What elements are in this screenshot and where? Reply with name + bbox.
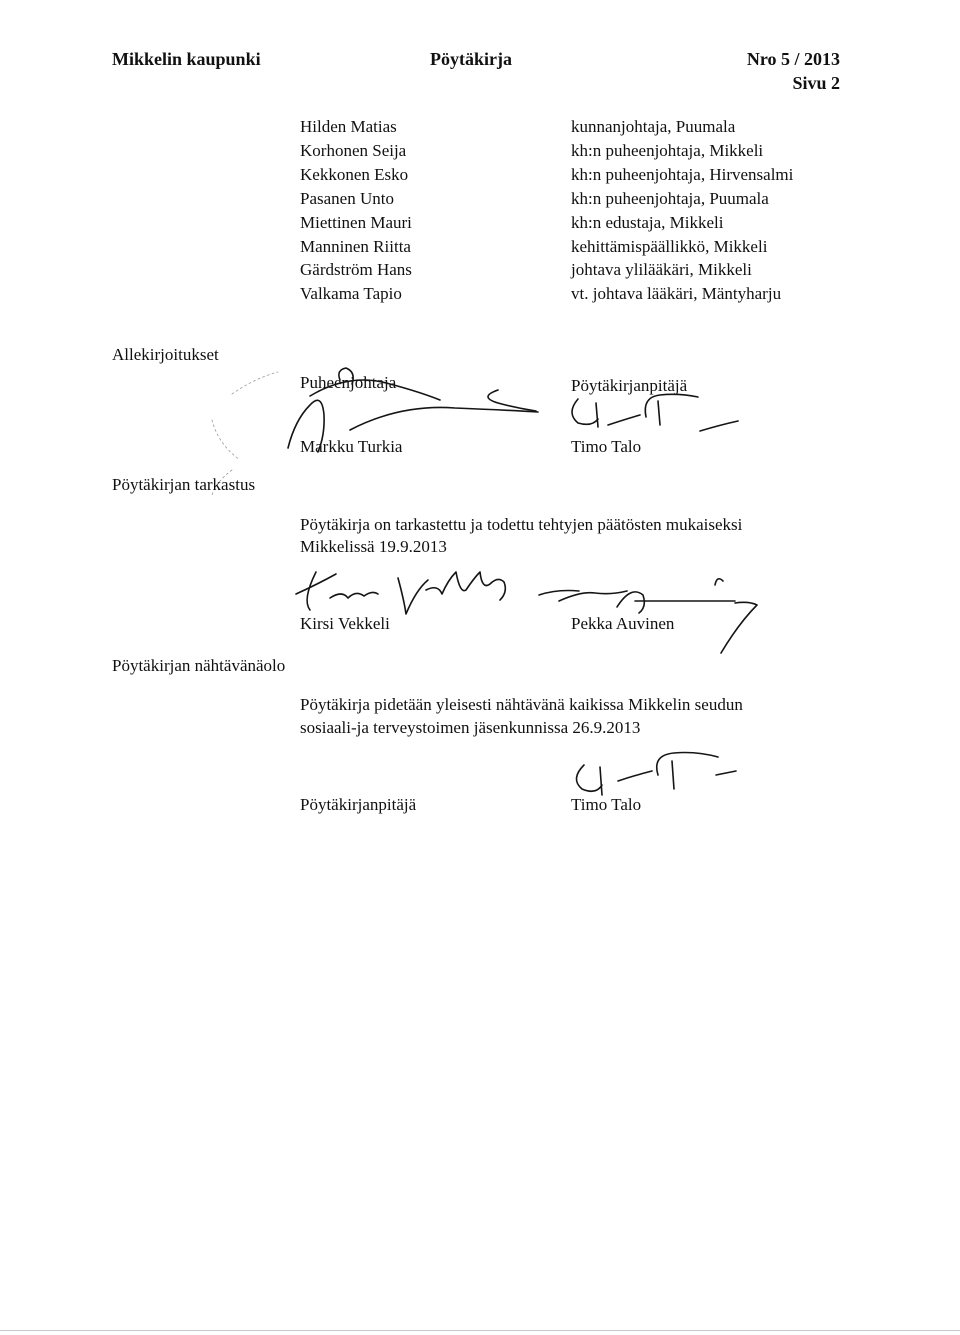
page-number: Sivu 2 [792, 73, 840, 93]
attendee-role: kunnanjohtaja, Puumala [571, 117, 736, 136]
document-type: Pöytäkirja [430, 49, 512, 69]
display-statement-line2: sosiaali-ja terveystoimen jäsenkunnissa 26.9.2013 [300, 718, 641, 737]
attendee-name: Gärdström Hans [300, 260, 412, 280]
attendee-role: kh:n puheenjohtaja, Puumala [571, 188, 769, 208]
attendee-name: Valkama Tapio [300, 284, 402, 304]
chair-name: Markku Turkia [300, 437, 403, 456]
attendee-name: Korhonen Seija [300, 140, 407, 160]
checker1-name: Kirsi Vekkeli [300, 614, 390, 633]
review-section-label: Pöytäkirjan tarkastus [112, 475, 256, 494]
document-number: Nro 5 / 2013 [746, 49, 840, 69]
chair-title: Puheenjohtaja [300, 373, 397, 392]
attendee-name: Manninen Riitta [300, 236, 411, 256]
attendee-name: Pasanen Unto [300, 188, 394, 208]
secretary-title: Pöytäkirjanpitäjä [571, 376, 688, 395]
page-bottom-edge [0, 1330, 960, 1331]
checker2-name: Pekka Auvinen [571, 614, 675, 633]
chair-signature [280, 360, 560, 460]
display-statement-line1: Pöytäkirja pidetään yleisesti nähtävänä kaikissa Mikkelin seudun [300, 695, 743, 714]
display-signer-title: Pöytäkirjanpitäjä [300, 795, 417, 814]
attendee-name: Miettinen Mauri [300, 212, 412, 232]
checker2-signature [535, 565, 775, 660]
attendee-role: kehittämispäällikkö, Mikkeli [571, 236, 768, 256]
secretary-name: Timo Talo [571, 437, 642, 456]
secretary-signature [560, 375, 760, 465]
attendee-role: johtava ylilääkäri, Mikkeli [571, 260, 752, 280]
organization-name: Mikkelin kaupunki [112, 49, 261, 69]
attendee-role: kh:n puheenjohtaja, Mikkeli [571, 140, 764, 160]
display-signer-name: Timo Talo [571, 795, 642, 814]
attendee-name: Kekkonen Esko [300, 164, 409, 184]
review-statement-line1: Pöytäkirja on tarkastettu ja todettu tehtyjen päätösten mukaiseksi [300, 515, 743, 534]
attendee-role: kh:n puheenjohtaja, Hirvensalmi [571, 164, 794, 184]
display-section-label: Pöytäkirjan nähtävänäolo [112, 656, 286, 675]
attendee-role: vt. johtava lääkäri, Mäntyharju [571, 284, 782, 304]
attendee-role: kh:n edustaja, Mikkeli [571, 212, 724, 232]
signatures-section-label: Allekirjoitukset [112, 345, 219, 364]
attendee-name: Hilden Matias [300, 117, 397, 136]
review-statement-line2: Mikkelissä 19.9.2013 [300, 537, 447, 556]
